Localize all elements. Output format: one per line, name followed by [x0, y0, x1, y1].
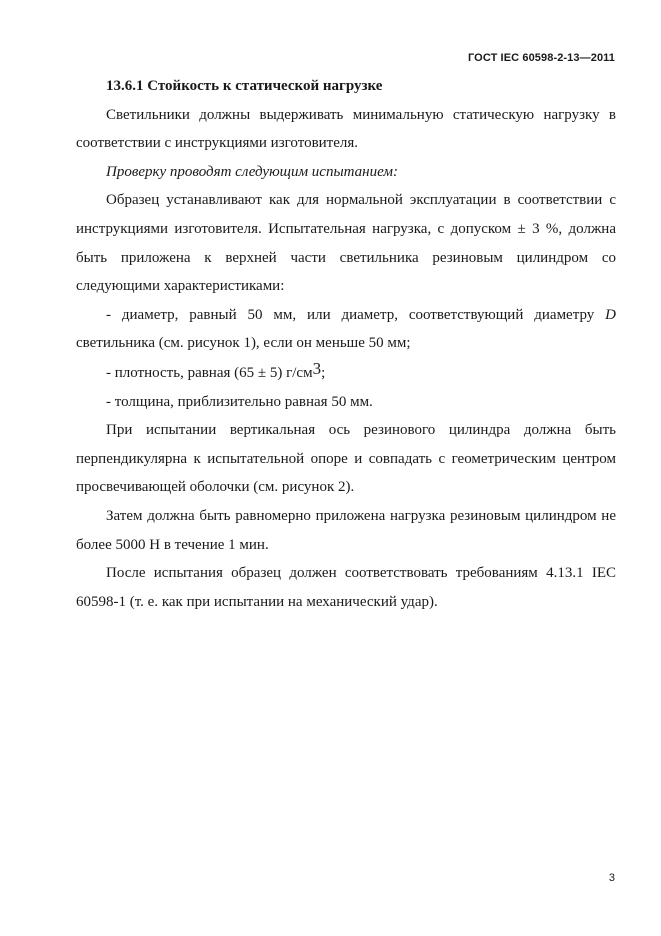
list-item-thickness: - толщина, приблизительно равная 50 мм. — [106, 393, 373, 410]
list-item-density-pre: - плотность, равная (65 ± 5) г/см — [106, 364, 313, 381]
paragraph-6: После испытания образец должен соответствовать требованиям 4.13.1 IEC 60598-1 (т. е. как при испытании на механический удар). — [76, 565, 616, 610]
paragraph-4: При испытании вертикальная ось резинового цилиндра должна быть перпендикулярна к испытательной опоре и совпадать с геометрическим центром просвечивающей оболочки (см. рисунок 2). — [76, 422, 616, 496]
paragraph-5: Затем должна быть равномерно приложена нагрузка резиновым цилиндром не более 5000 Н в течение 1 мин. — [76, 507, 616, 553]
list-item-diameter-pre: - диаметр, равный 50 мм, или диаметр, соответствующий диаметру — [106, 306, 606, 323]
list-item-diameter-post: светильника (см. рисунок 1), если он меньше 50 мм; — [76, 335, 411, 352]
list-item-density-post: ; — [321, 364, 326, 381]
paragraph-2: Проверку проводят следующим испытанием: — [106, 163, 398, 180]
list-item-diameter — [76, 301, 616, 358]
document-header: ГОСТ IEC 60598-2-13—2011 — [467, 52, 615, 64]
paragraph-1: Светильники должны выдерживать минимальную статическую нагрузку в соответствии с инструкциями изготовителя. — [76, 106, 616, 152]
paragraph-3: Образец устанавливают как для нормальной эксплуатации в соответствии с инструкциями изготовителя. Испытательная нагрузка, с допуском ± 3 %, должна быть приложена к верхней части светильника резиновым цилиндром со следующими характеристиками: — [76, 192, 616, 295]
document-body — [76, 72, 616, 616]
list-item-density — [76, 358, 616, 388]
diameter-variable: D — [605, 306, 616, 323]
page-number: 3 — [608, 872, 615, 884]
density-exponent: 3 — [312, 358, 322, 378]
section-heading — [76, 72, 616, 101]
section-heading-text: 13.6.1 Стойкость к статической нагрузке — [106, 78, 383, 94]
